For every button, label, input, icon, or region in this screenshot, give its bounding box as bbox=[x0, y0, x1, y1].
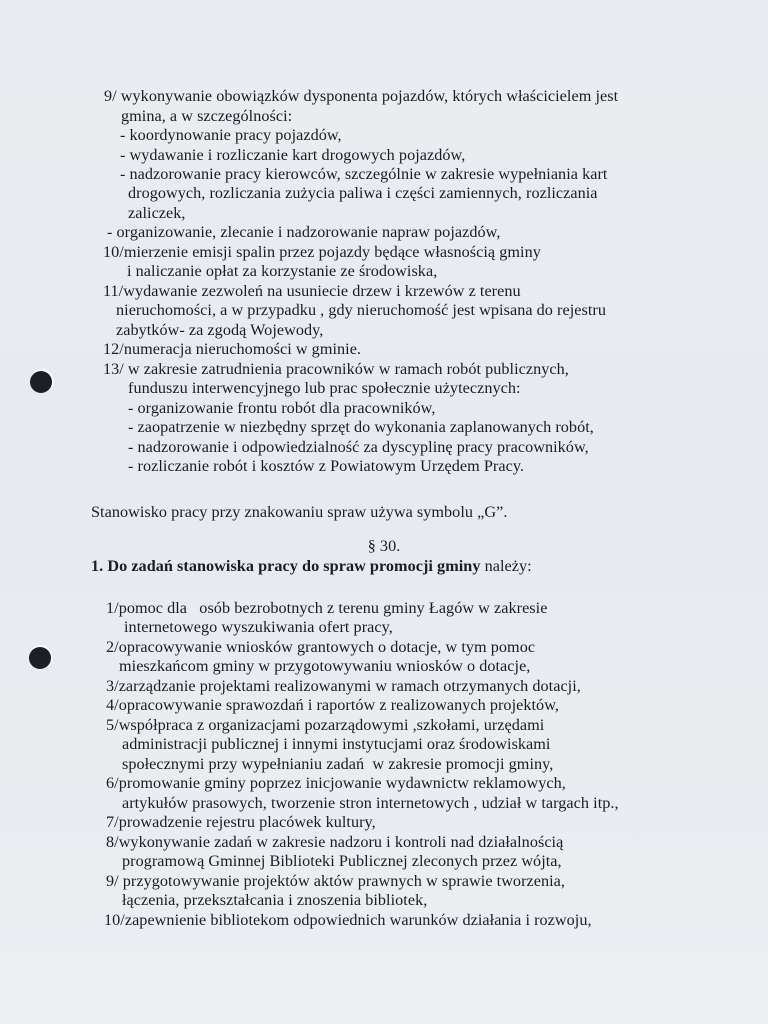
list-item-line: - koordynowanie pracy pojazdów, bbox=[120, 126, 342, 144]
list-item-line: 12/numeracja nieruchomości w gminie. bbox=[103, 340, 362, 358]
list-item-line: 5/współpraca z organizacjami pozarządowymi ,szkołami, urzędami bbox=[106, 716, 545, 734]
list-item-line: artykułów prasowych, tworzenie stron internetowych , udział w targach itp., bbox=[122, 794, 619, 812]
symbol-note: Stanowisko pracy przy znakowaniu spraw używa symbolu „G”. bbox=[91, 503, 508, 521]
list-item-line: - organizowanie, zlecanie i nadzorowanie napraw pojazdów, bbox=[107, 223, 501, 241]
list-item-line: drogowych, rozliczania zużycia paliwa i części zamiennych, rozliczania bbox=[128, 184, 598, 202]
list-item-line: nieruchomości, a w przypadku , gdy nieruchomość jest wpisana do rejestru bbox=[116, 301, 606, 319]
list-item-line: - nadzorowanie i odpowiedzialność za dyscyplinę pracy pracowników, bbox=[128, 438, 589, 456]
list-item-line: 13/ w zakresie zatrudnienia pracowników w ramach robót publicznych, bbox=[103, 360, 569, 378]
list-item-line: i naliczanie opłat za korzystanie ze środowiska, bbox=[127, 262, 438, 280]
list-item-line: 7/prowadzenie rejestru placówek kultury, bbox=[106, 813, 376, 831]
list-item-line: 4/opracowywanie sprawozdań i raportów z realizowanych projektów, bbox=[106, 696, 559, 714]
punch-hole-icon bbox=[30, 371, 52, 393]
list-item-line: 9/ wykonywanie obowiązków dysponenta pojazdów, których właścicielem jest bbox=[104, 87, 619, 105]
list-item-line: - rozliczanie robót i kosztów z Powiatowym Urzędem Pracy. bbox=[128, 457, 525, 475]
list-item-line: - zaopatrzenie w niezbędny sprzęt do wykonania zaplanowanych robót, bbox=[128, 418, 594, 436]
paragraph-intro-bold: 1. Do zadań stanowiska pracy do spraw promocji gminy bbox=[91, 557, 481, 575]
list-item-line: 8/wykonywanie zadań w zakresie nadzoru i kontroli nad działalnością bbox=[106, 833, 564, 851]
list-item-line: zaliczek, bbox=[128, 204, 186, 222]
list-item-line: gmina, a w szczególności: bbox=[121, 107, 293, 125]
paragraph-heading: § 30. bbox=[367, 537, 401, 555]
list-item-line: - nadzorowanie pracy kierowców, szczególnie w zakresie wypełniania kart bbox=[120, 165, 608, 183]
list-item-line: 6/promowanie gminy poprzez inicjowanie wydawnictw reklamowych, bbox=[106, 774, 566, 792]
paragraph-intro-rest: należy: bbox=[480, 557, 532, 575]
list-item-line: zabytków- za zgodą Wojewody, bbox=[116, 321, 324, 339]
list-item-line: funduszu interwencyjnego lub prac społecznie użytecznych: bbox=[128, 379, 521, 397]
list-item-line: łączenia, przekształcania i znoszenia bibliotek, bbox=[122, 891, 428, 909]
list-item-line: 2/opracowywanie wniosków grantowych o dotacje, w tym pomoc bbox=[106, 638, 536, 656]
list-item-line: mieszkańcom gminy w przygotowywaniu wniosków o dotacje, bbox=[119, 657, 531, 675]
list-item-line: społecznymi przy wypełnianiu zadań w zakresie promocji gminy, bbox=[122, 755, 554, 773]
list-item-line: administracji publicznej i innymi instytucjami oraz środowiskami bbox=[122, 735, 551, 753]
list-item-line: 11/wydawanie zezwoleń na usuniecie drzew i krzewów z terenu bbox=[103, 282, 521, 300]
list-item-line: 3/zarządzanie projektami realizowanymi w ramach otrzymanych dotacji, bbox=[106, 677, 581, 695]
list-item-line: 10/zapewnienie bibliotekom odpowiednich warunków działania i rozwoju, bbox=[104, 911, 592, 929]
list-item-line: 9/ przygotowywanie projektów aktów prawnych w sprawie tworzenia, bbox=[106, 872, 566, 890]
list-item-line: 1/pomoc dla osób bezrobotnych z terenu gminy Łagów w zakresie bbox=[106, 599, 548, 617]
list-item-line: - organizowanie frontu robót dla pracowników, bbox=[128, 399, 436, 417]
list-item-line: 10/mierzenie emisji spalin przez pojazdy będące własnością gminy bbox=[103, 243, 541, 261]
list-item-line: programową Gminnej Biblioteki Publicznej zleconych przez wójta, bbox=[122, 852, 562, 870]
list-item-line: - wydawanie i rozliczanie kart drogowych pojazdów, bbox=[120, 146, 466, 164]
punch-hole-icon bbox=[29, 647, 51, 669]
paragraph-intro bbox=[91, 557, 532, 576]
list-item-line: internetowego wyszukiwania ofert pracy, bbox=[124, 618, 393, 636]
